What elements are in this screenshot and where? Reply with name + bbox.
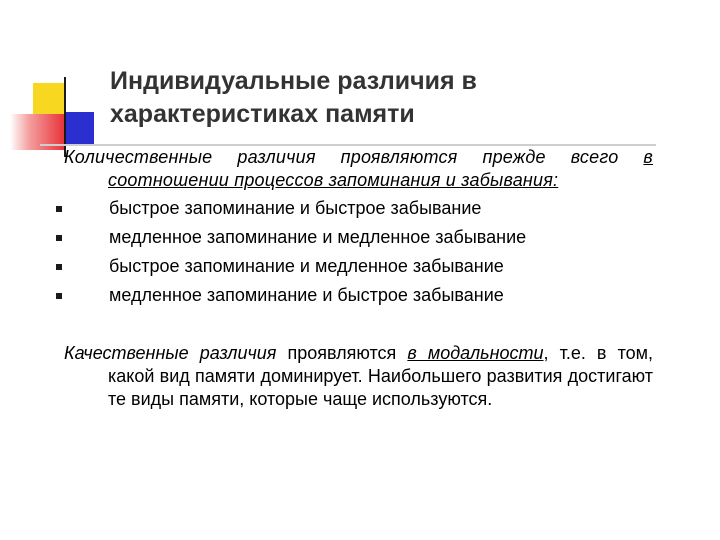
title-line-1: Индивидуальные различия в [110, 67, 477, 95]
quantitative-continuation: соотношении процессов запоминания и забывания: [108, 170, 559, 190]
square-bullet-icon [56, 293, 62, 299]
qualitative-term: Качественные различия [64, 343, 277, 363]
decorative-yellow-square [33, 83, 64, 114]
quantitative-link-word: в [643, 147, 653, 167]
list-item [54, 284, 614, 313]
list-item-text: быстрое запоминание и медленное забывание [109, 256, 504, 276]
list-item-text: медленное запоминание и медленное забывание [109, 227, 527, 247]
memory-types-list [54, 197, 614, 313]
quantitative-differences-paragraph [64, 146, 653, 192]
list-item [54, 255, 614, 284]
qualitative-verb: проявляются [276, 343, 408, 363]
list-item-text: медленное запоминание и быстрое забывание [109, 285, 504, 305]
list-item [54, 226, 614, 255]
title-line-2: характеристиках памяти [110, 100, 415, 128]
qualitative-differences-paragraph [64, 342, 653, 411]
qualitative-rest: , т.е. в том, какой вид памяти доминирует. Наибольшего развития достигают те виды памяти, которые чаще используются. [108, 343, 653, 409]
square-bullet-icon [56, 235, 62, 241]
qualitative-modality: в модальности [407, 343, 544, 363]
slide-title [110, 65, 610, 131]
list-item-text: быстрое запоминание и быстрое забывание [109, 198, 482, 218]
square-bullet-icon [56, 264, 62, 270]
decorative-blue-square [64, 112, 94, 144]
square-bullet-icon [56, 206, 62, 212]
list-item [54, 197, 614, 226]
quantitative-intro: Количественные различия проявляются прежде всего [64, 147, 619, 167]
